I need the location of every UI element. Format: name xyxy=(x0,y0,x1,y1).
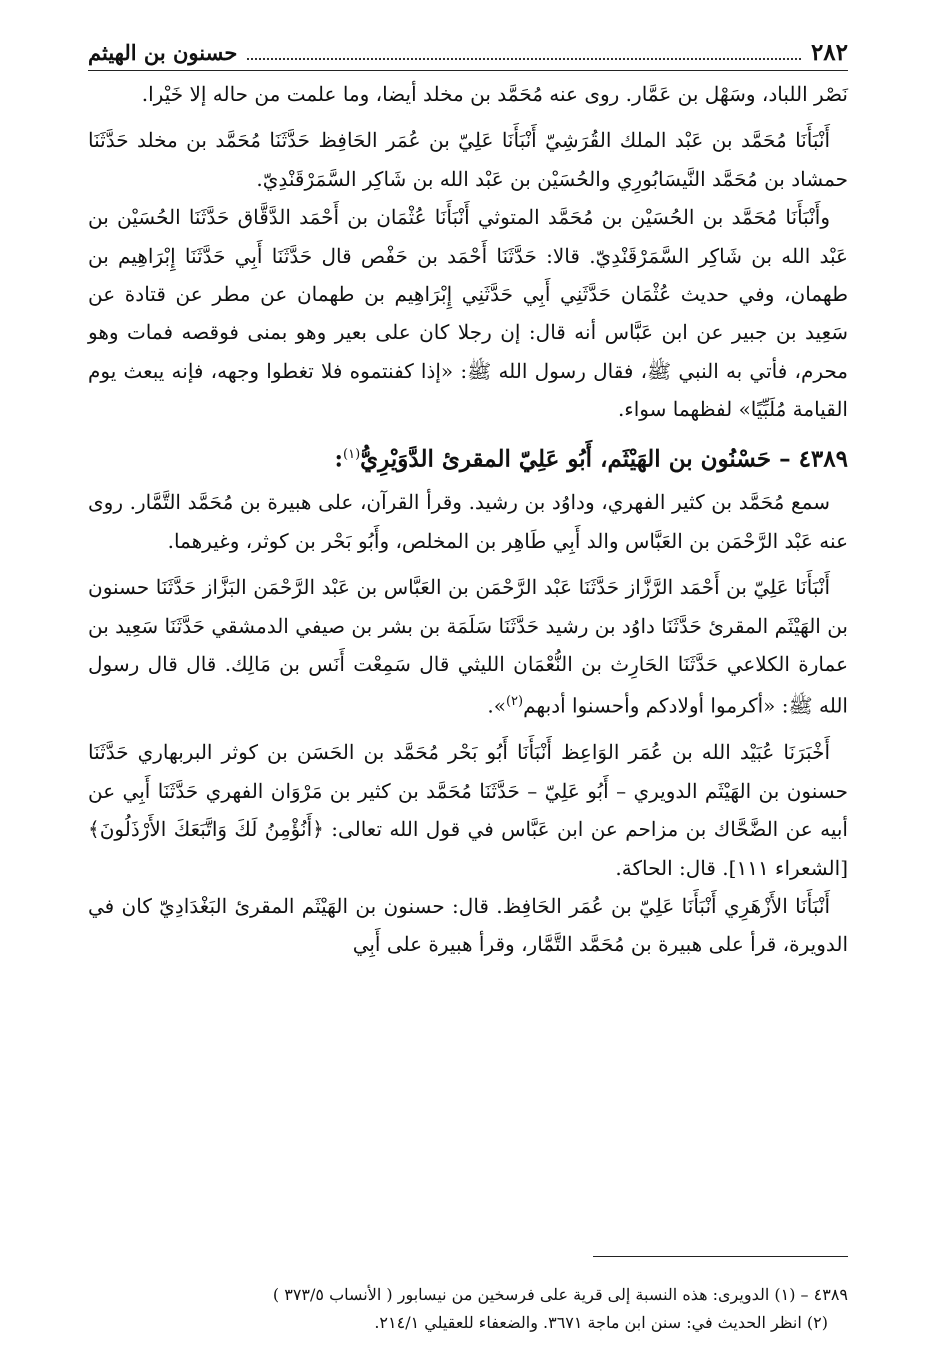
paragraph-isnad-1: أَنْبَأَنَا مُحَمَّد بن عَبْد الملك القُرَشِيّ أَنْبَأَنَا عَلِيّ بن عُمَر الحَافِظ حَدَّثَنَا مُحَمَّد بن مخلد حَدَّثَنَا حمشاد بن مُحَمَّد النَّيسَابُورِي والحُسَيْن بن عَبْد الله بن شَاكِر السَّمَرْقَنْدِيّ. xyxy=(88,128,848,191)
paragraph-hadith-1-text: أَنْبَأَنَا عَلِيّ بن أَحْمَد الرَّزَّاز حَدَّثَنَا عَبْد الرَّحْمَن بن العَبَّاس بن عَبْد الرَّحْمَن البَزَّاز حَدَّثَنَا حسنون بن الهَيْثَم المقرئ حَدَّثَنَا داوُد بن رشيد حَدَّثَنَا سَلَمَة بن بشر بن صيفي الدمشقي حَدَّثَنَا سَعِيد بن عمارة الكلاعي حَدَّثَنَا الحَارِث بن النُّعْمَان الليثي قال سَمِعْت أَنَس بن مَالِك. قال قال رسول الله ﷺ: «أكرموا أولادكم وأحسنوا أدبهم xyxy=(88,575,848,718)
paragraph-continuation: نَصْر اللباد، وسَهْل بن عَمَّار. روى عنه مُحَمَّد بن مخلد أيضا، وما علمت من حاله إلا خَيْرا. xyxy=(141,82,848,106)
page-body xyxy=(88,75,848,964)
paragraph-report: أَنْبَأَنَا الأَزْهَرِي أَنْبَأَنَا عَلِيّ بن عُمَر الحَافِظ. قال: حسنون بن الهَيْثَم المقرئ البَغْدَادِيّ كان في الدويرة، قرأ على هبيرة بن مُحَمَّد التَّمَّار، وقرأ هبيرة على أَبِي xyxy=(88,894,848,957)
entry-heading-text: ٤٣٨٩ – حَسْنُون بن الهَيْثَم، أَبُو عَلِيّ المقرئ الدَّوَيْرِيُّ xyxy=(360,445,848,473)
running-title: حسنون بن الهيثم xyxy=(88,40,238,65)
paragraph-biography: سمع مُحَمَّد بن كثير الفهري، وداوُد بن رشيد. وقرأ القرآن، على هبيرة بن مُحَمَّد التَّمَّار. روى عنه عَبْد الرَّحْمَن بن العَبَّاس والد أَبِي طَاهِر بن المخلص، وأَبُو بَحْر بن كوثر، وغيرهما. xyxy=(88,490,848,553)
footnote-ref-1: (١) xyxy=(343,446,361,462)
running-head xyxy=(88,38,848,71)
page-number: ٢٨٢ xyxy=(810,39,848,66)
footnotes xyxy=(88,1256,848,1337)
paragraph-isnad-2: وأَنْبَأَنَا مُحَمَّد بن الحُسَيْن بن مُحَمَّد المتوثي أَنْبَأَنَا عُثْمَان بن أَحْمَد الدَّقَّاق حَدَّثَنَا الحُسَيْن بن عَبْد الله بن شَاكِر السَّمَرْقَنْدِيّ. قالا: حَدَّثَنَا أَحْمَد بن حَفْص قال حَدَّثَنَا أَبِي حَدَّثَنَا إِبْرَاهِيم بن طهمان، وفي حديث عُثْمَان حَدَّثَنِي أَبِي حَدَّثَنِي إِبْرَاهِيم بن طهمان عن مطر عن قتادة عن سَعِيد بن جبير عن ابن عَبَّاس أنه قال: إن رجلا كان على بعير وهو بمنى فوقصه فمات وهو محرم، فأتي به النبي ﷺ، فقال رسول الله ﷺ: «إذا كفنتموه فلا تغطوا وجهه، فإنه يبعث يوم القيامة مُلَبِّيًا» لفظهما سواء. xyxy=(88,205,848,422)
entry-heading-suffix: : xyxy=(334,445,344,473)
footnote-ref-2: (٢) xyxy=(505,694,524,710)
footnote-1: ٤٣٨٩ – (١) الدويرى: هذه النسبة إلى قرية على فرسخين من نيسابور ( الأنساب ٣٧٣/٥ ) xyxy=(272,1285,848,1304)
paragraph-hadith-1 xyxy=(88,568,848,725)
paragraph-hadith-1-tail: ». xyxy=(487,694,506,718)
book-page xyxy=(88,38,848,1332)
paragraph-hadith-2: أَخْبَرَنَا عُبَيْد الله بن عُمَر الوَاعِظ أَنْبَأَنَا أَبُو بَحْر مُحَمَّد بن الحَسَن بن كوثر البربهاري حَدَّثَنَا حسنون بن الهَيْثَم الدويري – أَبُو عَلِيّ – حَدَّثَنَا مُحَمَّد بن كثير بن مَرْوَان الفهري حَدَّثَنَا أَبِي عن أبيه عن الضَّحَّاك بن مزاحم عن ابن عَبَّاس في قول الله تعالى: ﴿أَنُؤْمِنُ لَكَ وَاتَّبَعَكَ الأَرْذَلُونَ﴾ [الشعراء ١١١]. قال: الحاكة. xyxy=(88,740,848,880)
dotted-leader xyxy=(247,58,801,60)
entry-heading xyxy=(88,435,848,480)
footnote-2: (٢) انظر الحديث في: سنن ابن ماجة ٣٦٧١. والضعفاء للعقيلي ٢١٤/١. xyxy=(374,1313,828,1332)
footnote-rule xyxy=(593,1256,848,1257)
